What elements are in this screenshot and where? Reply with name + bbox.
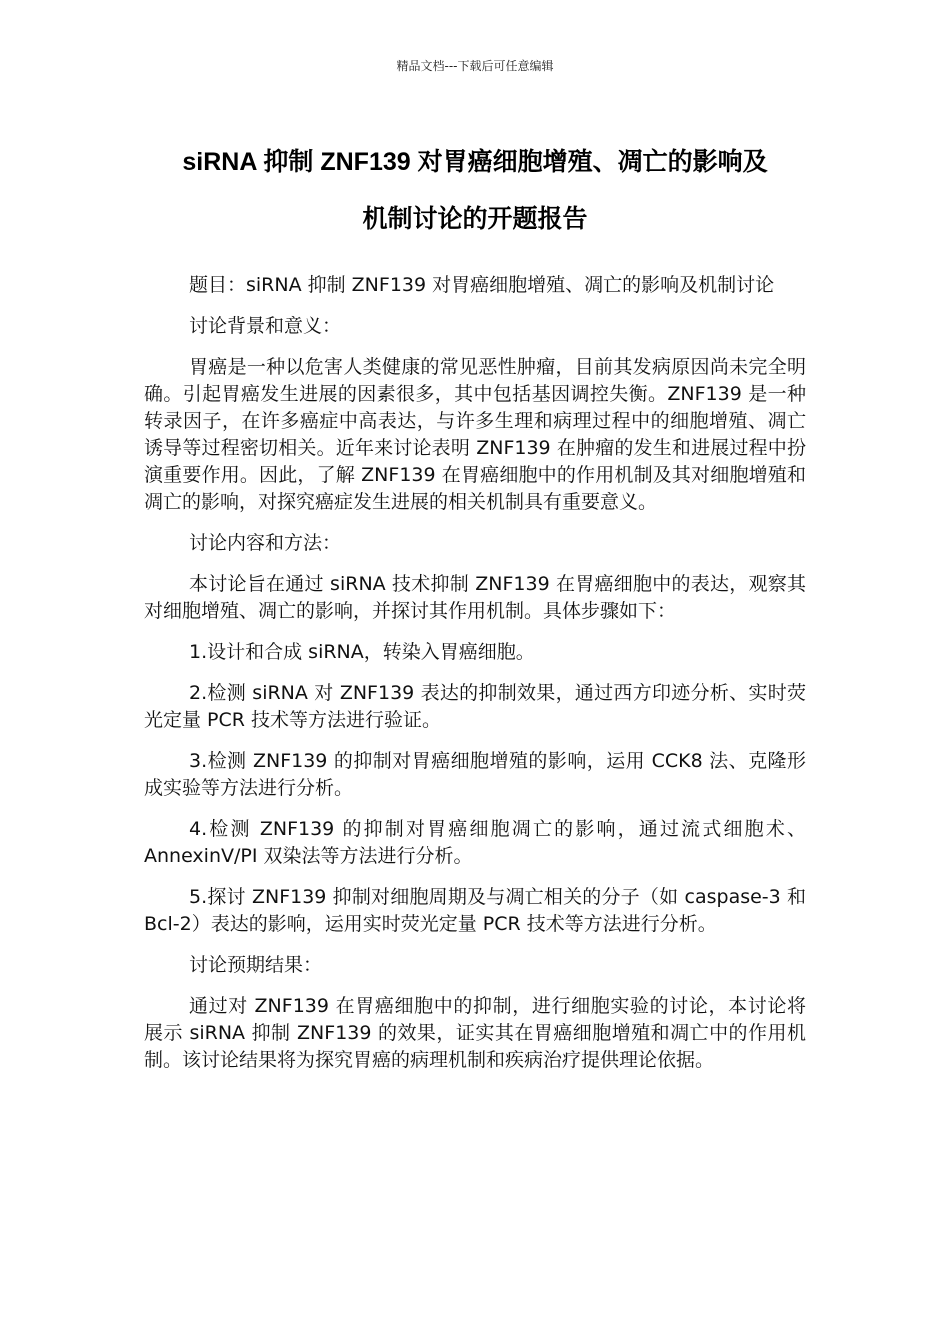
document-title bbox=[140, 134, 810, 248]
method-step-1: 1.设计和合成 siRNA，转染入胃癌细胞。 bbox=[189, 641, 535, 663]
section-heading-expected-results: 讨论预期结果： bbox=[189, 954, 323, 976]
page-header-note: 精品文档---下载后可任意编辑 bbox=[396, 59, 554, 73]
section-heading-methods: 讨论内容和方法： bbox=[189, 532, 342, 554]
expected-results-paragraph: 通过对 ZNF139 在胃癌细胞中的抑制，进行细胞实验的讨论，本讨论将展示 siRNA 抑制 ZNF139 的效果，证实其在胃癌细胞增殖和凋亡中的作用机制。该讨论结果将为探究胃癌的病理机制和疾病治疗提供理论依据。 bbox=[144, 995, 806, 1071]
method-step-4: 4.检测 ZNF139 的抑制对胃癌细胞凋亡的影响，通过流式细胞术、AnnexinV/PI 双染法等方法进行分析。 bbox=[144, 818, 806, 867]
document-title-line-2: 机制讨论的开题报告 bbox=[362, 205, 588, 233]
section-heading-background: 讨论背景和意义： bbox=[189, 315, 342, 337]
document-body bbox=[144, 272, 806, 1088]
document-title-line-1: siRNA 抑制 ZNF139 对胃癌细胞增殖、凋亡的影响及 bbox=[182, 148, 768, 176]
method-step-2: 2.检测 siRNA 对 ZNF139 表达的抑制效果，通过西方印迹分析、实时荧光定量 PCR 技术等方法进行验证。 bbox=[144, 682, 806, 731]
method-step-5: 5.探讨 ZNF139 抑制对细胞周期及与凋亡相关的分子（如 caspase-3 和 Bcl-2）表达的影响，运用实时荧光定量 PCR 技术等方法进行分析。 bbox=[144, 886, 806, 935]
methods-intro-paragraph: 本讨论旨在通过 siRNA 技术抑制 ZNF139 在胃癌细胞中的表达，观察其对细胞增殖、凋亡的影响，并探讨其作用机制。具体步骤如下： bbox=[144, 573, 806, 622]
method-step-3: 3.检测 ZNF139 的抑制对胃癌细胞增殖的影响，运用 CCK8 法、克隆形成实验等方法进行分析。 bbox=[144, 750, 806, 799]
background-paragraph: 胃癌是一种以危害人类健康的常见恶性肿瘤，目前其发病原因尚未完全明确。引起胃癌发生进展的因素很多，其中包括基因调控失衡。ZNF139 是一种转录因子，在许多癌症中高表达，与许多生理和病理过程中的细胞增殖、凋亡诱导等过程密切相关。近年来讨论表明 ZNF139 在肿瘤的发生和进展过程中扮演重要作用。因此，了解 ZNF139 在胃癌细胞中的作用机制及其对细胞增殖和凋亡的影响，对探究癌症发生进展的相关机制具有重要意义。 bbox=[144, 356, 806, 513]
topic-paragraph: 题目：siRNA 抑制 ZNF139 对胃癌细胞增殖、凋亡的影响及机制讨论 bbox=[189, 274, 775, 296]
